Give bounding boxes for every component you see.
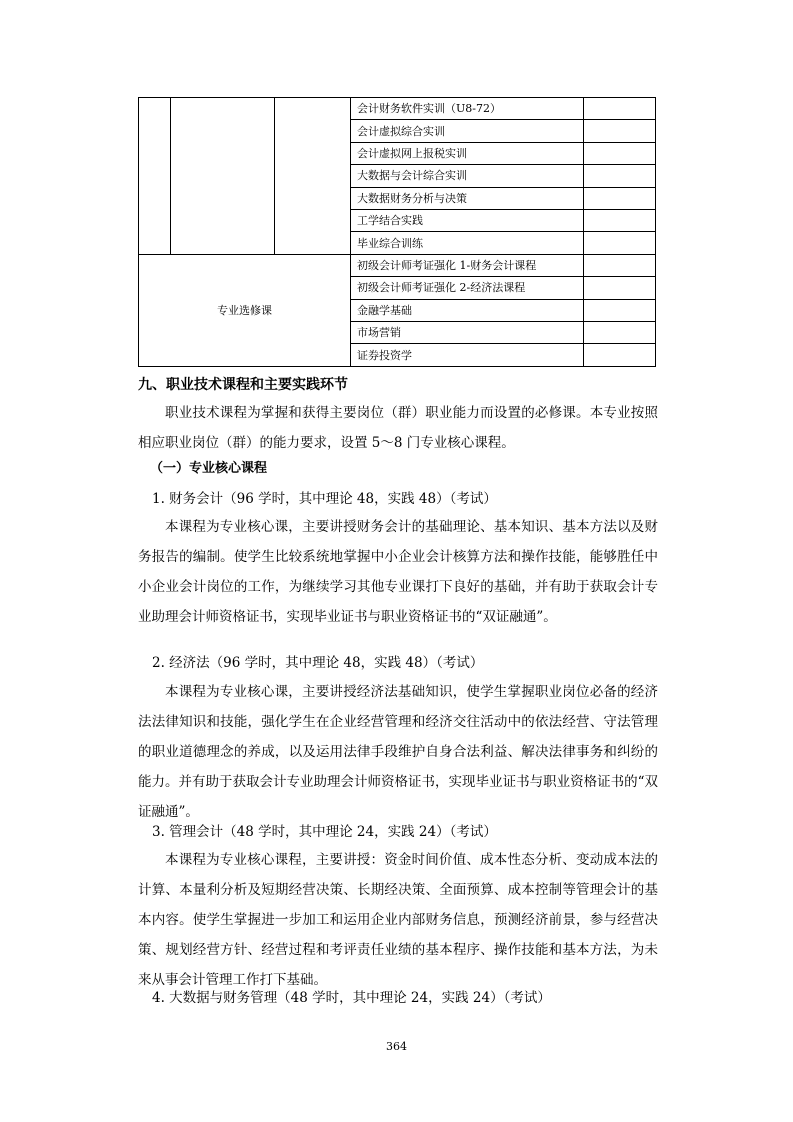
course-name: 初级会计师考证强化 2-经济法课程: [351, 277, 584, 299]
table-row: [139, 98, 656, 120]
table-cell: [584, 187, 656, 209]
section-heading: 九、职业技术课程和主要实践环节: [138, 377, 348, 393]
table-cell: [584, 322, 656, 344]
course-description: 本课程为专业核心课，主要讲授财务会计的基础理论、基本知识、基本方法以及财务报告的编制。使学生比较系统地掌握中小企业会计核算方法和操作技能，能够胜任中小企业会计岗位的工作，为继续学习其他专业课打下良好的基础，并有助于获取会计专业助理会计师资格证书，实现毕业证书与职业资格证书的“双证融通”。: [138, 519, 658, 625]
course-description: 本课程为专业核心课，主要讲授经济法基础知识，使学生掌握职业岗位必备的经济法法律知识和技能，强化学生在企业经营管理和经济交往活动中的依法经营、守法管理的职业道德理念的养成，以及运用法律手段维护自身合法利益、解决法律事务和纠纷的能力。并有助于获取会计专业助理会计师资格证书，实现毕业证书与职业资格证书的“双证融通”。: [138, 684, 658, 820]
course-name: 工学结合实践: [351, 210, 584, 232]
course-title: 2. 经济法（96 学时，其中理论 48，实践 48）（考试）: [152, 655, 484, 671]
table-cell: [584, 210, 656, 232]
table-cell: [584, 232, 656, 254]
course-title: 1. 财务会计（96 学时，其中理论 48，实践 48）（考试）: [152, 491, 497, 507]
table-cell: [584, 98, 656, 120]
table-cell: [584, 165, 656, 187]
course-name: 毕业综合训练: [351, 232, 584, 254]
course-title: 4. 大数据与财务管理（48 学时，其中理论 24，实践 24）（考试）: [152, 990, 551, 1006]
table-cell: [584, 277, 656, 299]
course-name: 大数据财务分析与决策: [351, 187, 584, 209]
sub-heading: （一）专业核心课程: [150, 461, 268, 476]
table-cell: [584, 254, 656, 276]
course-description: 本课程为专业核心课程，主要讲授：资金时间价值、成本性态分析、变动成本法的计算、本量利分析及短期经营决策、长期经决策、全面预算、成本控制等管理会计的基本内容。使学生掌握进一步加工和运用企业内部财务信息，预测经济前景，参与经营决策、规划经营方针、经营过程和考评责任业绩的基本程序、操作技能和基本方法，为未来从事会计管理工作打下基础。: [138, 852, 658, 988]
table-cell: [171, 98, 275, 255]
table-cell: [584, 299, 656, 321]
course-name: 金融学基础: [351, 299, 584, 321]
course-name: 初级会计师考证强化 1-财务会计课程: [351, 254, 584, 276]
table-cell: [139, 98, 171, 255]
course-table: [138, 97, 656, 367]
course-name: 会计财务软件实训（U8-72）: [351, 98, 584, 120]
course-title: 3. 管理会计（48 学时，其中理论 24，实践 24）（考试）: [152, 824, 497, 840]
page-number: 364: [386, 1040, 407, 1053]
table-row: [139, 254, 656, 276]
course-name: 会计虚拟综合实训: [351, 120, 584, 142]
course-name: 市场营销: [351, 322, 584, 344]
course-name: 会计虚拟网上报税实训: [351, 142, 584, 164]
table-cell: [584, 344, 656, 367]
table-cell: [584, 120, 656, 142]
course-name: 证券投资学: [351, 344, 584, 367]
elective-category: 专业选修课: [139, 254, 351, 366]
table-cell: [275, 98, 351, 255]
section-intro: 职业技术课程为掌握和获得主要岗位（群）职业能力而设置的必修课。本专业按照相应职业岗位（群）的能力要求，设置 5～8 门专业核心课程。: [138, 405, 658, 451]
course-name: 大数据与会计综合实训: [351, 165, 584, 187]
table-cell: [584, 142, 656, 164]
